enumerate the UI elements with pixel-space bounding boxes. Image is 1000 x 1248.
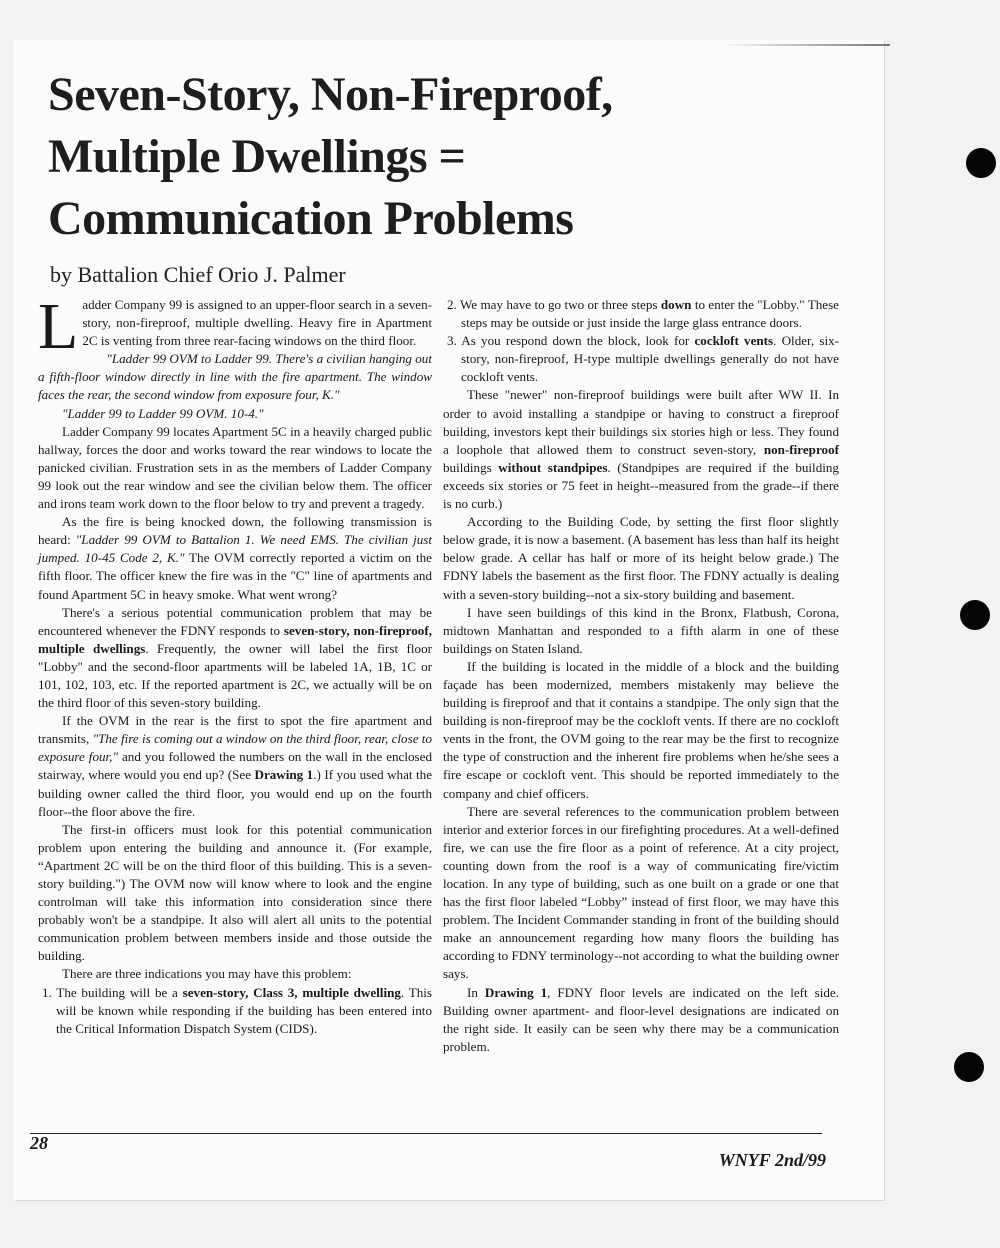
bold-term: seven-story, Class 3, multiple dwelling <box>182 984 401 1000</box>
paragraph-text: adder Company 99 is assigned to an upper-floor search in a seven-story, non-fireproof, multiple dwelling. Heavy fire in Apartment 2C is venting from three rear-facing windows on the third floor. <box>82 297 432 349</box>
list-item <box>443 296 839 332</box>
list-item <box>38 984 432 1038</box>
text-run: 1. The building will be a <box>42 984 183 1000</box>
right-column <box>443 296 839 1056</box>
text-run: There's a serious potential communication problem that may be encountered whenever the FDNY responds to <box>38 604 432 638</box>
text-run: and you followed the numbers on the wall in the enclosed stairway, where would you end up? (See <box>38 749 432 783</box>
paragraph <box>38 513 432 603</box>
page-number: 28 <box>30 1133 48 1153</box>
paragraph <box>443 984 839 1056</box>
left-column <box>38 290 433 1038</box>
paragraph: I have seen buildings of this kind in the Bronx, Flatbush, Corona, midtown Manhattan and responded to a fifth alarm in one of these buildings on Staten Island. <box>443 604 839 656</box>
paragraph <box>38 712 432 821</box>
paragraph: The first-in officers must look for this potential communication problem upon entering the building and announce it. (For example, “Apartment 2C will be on the third floor of this building. This is a seven-story building.") The OVM now will know where to look and the engine controlman will take this information into consideration since there probably won't be a standpipe. It also will alert all units to the potential communication problem between members inside and those outside the building. <box>38 821 432 964</box>
text-run: . Frequently, the owner will label the first floor "Lobby" and the second-floor apartments will be labeled 1A, 1B, 1C or 101, 102, 103, etc. If the reported apartment is 2C, we actually will be on the third floor of this seven-story building. <box>38 640 433 711</box>
drawing-reference: Drawing 1 <box>254 767 314 783</box>
drop-cap: L <box>38 290 79 363</box>
issue-label: WNYF 2nd/99 <box>718 1150 826 1170</box>
radio-quote: "Ladder 99 OVM to Battalion 1. We need EMS. The civilian just jumped. 10-45 Code 2, K." <box>38 532 432 566</box>
bold-term: cockloft vents <box>694 333 774 349</box>
bold-term: non-fireproof <box>763 441 839 457</box>
paragraph <box>443 386 839 513</box>
radio-quote: "Ladder 99 to Ladder 99 OVM. 10-4." <box>62 405 264 421</box>
paragraph <box>38 290 432 363</box>
paragraph: There are several references to the communication problem between interior and exterior forces in our firefighting procedures. At a well-defined fire, we can use the fire floor as a point of reference. At a city project, counting down from the roof is a way of communicating fire/victim location. In any type of building, such as one built on a grade or one that has the first floor labeled “Lobby” instead of first floor, we may have this problem. The Incident Commander standing in front of the building should make an announcement regarding how many floors the building has according to FDNY terminology--not according to what the building owner says. <box>443 803 839 982</box>
text-run: The OVM correctly reported a victim on the fifth floor. The officer knew the fire was in the "C" line of apartments and found Apartment 5C in heavy smoke. What went wrong? <box>38 550 432 602</box>
binder-hole-middle <box>960 600 990 630</box>
bold-term: down <box>660 297 692 312</box>
drawing-reference: Drawing 1 <box>484 984 548 1000</box>
bold-term: seven-story, non-fireproof, multiple dwellings <box>38 622 432 656</box>
text-run: 3. As you respond down the block, look for <box>447 333 695 349</box>
text-run: These "newer" non-fireproof buildings were built after WW II. In order to avoid installing a standpipe or having to construct a fireproof building, investors kept their buildings six stories high or less. They found a loophole that allowed them to construct seven-story, <box>443 387 839 457</box>
text-run: As the fire is being knocked down, the following transmission is heard: <box>38 514 432 548</box>
text-run: If the OVM in the rear is the first to spot the fire apartment and transmits, <box>38 713 432 747</box>
text-run: , FDNY floor levels are indicated on the left side. Building owner apartment- and floor-level designations are indicated on the right side. It easily can be seen why there may be a communication problem. <box>443 984 840 1054</box>
bold-term: without standpipes <box>498 459 608 475</box>
text-run: buildings <box>443 459 499 475</box>
binder-hole-bottom <box>954 1052 984 1082</box>
text-run: to enter the "Lobby." These steps may be outside or just inside the large glass entrance doors. <box>461 297 839 331</box>
text-run: 2. We may have to go two or three steps <box>447 297 661 312</box>
text-run: . (Standpipes are required if the building exceeds six stories or 75 feet in height--measured from the grade--if there is no curb.) <box>443 459 839 512</box>
scan-edge-line <box>720 44 890 46</box>
text-run: .) If you used what the building owner called the third floor, you would end up on the fourth floor--the floor above the fire. <box>38 767 433 819</box>
paragraph: If the building is located in the middle of a block and the building façade has been modernized, members mistakenly may believe the building is fireproof and that it contains a standpipe. The only sign that the building is non-fireproof may be the cockloft vents. If there are no cockloft vents in the front, the OVM going to the rear may be the first to recognize the type of construction and the inherent fire problems when he/she sees a fire escape or cockloft vent. This should be reported immediately to the company and chief officers. <box>443 658 839 801</box>
paragraph: There are three indications you may have this problem: <box>62 966 352 982</box>
radio-quote: "Ladder 99 OVM to Ladder 99. There's a civilian hanging out a fifth-floor window directly in line with the fire apartment. The window faces the rear, the second window from exposure four, K." <box>38 351 432 403</box>
paragraph: According to the Building Code, by setting the first floor slightly below grade, it is now a basement. (A basement has less than half its height below grade. A cellar has half or more of its height below grade.) The FDNY labels the basement as the first floor. The FDNY actually is dealing with a seven-story building--not a six-story building and basement. <box>443 514 839 602</box>
text-run: . Older, six-story, non-fireproof, H-type multiple dwellings generally do not have cockloft vents. <box>461 333 839 385</box>
list-item <box>443 332 839 386</box>
paragraph: Ladder Company 99 locates Apartment 5C in a heavily charged public hallway, forces the door and works toward the rear windows to locate the panicked civilian. Frustration sets in as the members of Ladder Company 99 look out the rear window and see the civilian below them. The officer and irons team work down to the floor below to try and prevent a tragedy. <box>38 423 432 512</box>
footer-rule <box>30 1133 822 1134</box>
text-run: In <box>467 984 485 1000</box>
article-byline: by Battalion Chief Orio J. Palmer <box>50 262 346 287</box>
paragraph <box>38 604 432 713</box>
binder-hole-top <box>966 148 996 178</box>
text-run: . This will be known while responding if the building has been entered into the Critical Information Dispatch System (CIDS). <box>56 984 432 1036</box>
article-title: Seven-Story, Non-Fireproof, Multiple Dwellings = Communication Problems <box>48 68 613 245</box>
radio-quote: "The fire is coming out a window on the third floor, rear, close to exposure four," <box>38 731 432 765</box>
